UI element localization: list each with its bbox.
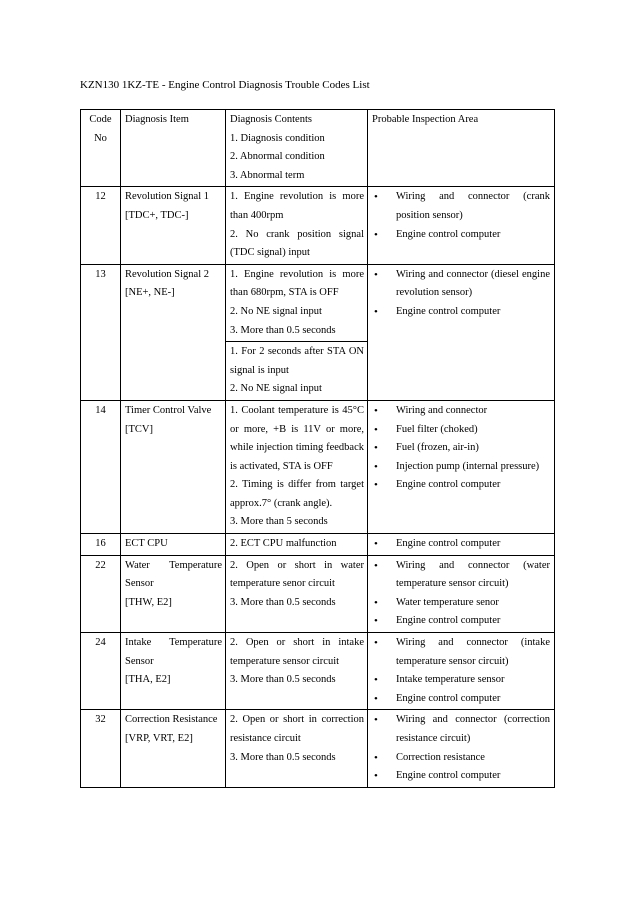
list-item: • Wiring and connector (water temperature sensor circuit) <box>372 557 550 594</box>
table-row <box>81 633 555 710</box>
header-code: Code No <box>81 110 121 187</box>
item-cell: Timer Control Valve [TCV] <box>121 400 226 533</box>
table-row <box>81 534 555 556</box>
table-row <box>81 187 555 264</box>
code-cell: 16 <box>81 534 121 556</box>
table-row <box>81 400 555 533</box>
list-item: • Water temperature senor <box>372 594 550 613</box>
table-row <box>81 555 555 632</box>
contents-cell: 1. For 2 seconds after STA ON signal is input 2. No NE signal input <box>226 342 368 401</box>
area-cell <box>368 264 555 400</box>
list-item: • Fuel filter (choked) <box>372 421 550 440</box>
header-contents: Diagnosis Contents 1. Diagnosis condition 2. Abnormal condition 3. Abnormal term <box>226 110 368 187</box>
header-area: Probable Inspection Area <box>368 110 555 187</box>
table-row <box>81 264 555 341</box>
item-cell: ECT CPU <box>121 534 226 556</box>
area-cell <box>368 633 555 710</box>
list-item: • Engine control computer <box>372 535 550 554</box>
code-cell: 14 <box>81 400 121 533</box>
list-item: • Engine control computer <box>372 767 550 786</box>
trouble-codes-table <box>80 109 555 788</box>
contents-cell: 1. Engine revolution is more than 680rpm, STA is OFF 2. No NE signal input 3. More than 0.5 seconds <box>226 264 368 341</box>
document-title: KZN130 1KZ-TE - Engine Control Diagnosis Trouble Codes List <box>80 79 370 91</box>
code-cell: 24 <box>81 633 121 710</box>
area-cell <box>368 187 555 264</box>
list-item: • Engine control computer <box>372 612 550 631</box>
list-item: • Wiring and connector (intake temperature sensor circuit) <box>372 634 550 671</box>
item-cell: Water Temperature Sensor [THW, E2] <box>121 555 226 632</box>
contents-cell: 1. Coolant temperature is 45°C or more, +B is 11V or more, while injection timing feedback is activated, STA is OFF 2. Timing is differ from target approx.7° (crank angle). 3. More than 5 seconds <box>226 400 368 533</box>
contents-cell: 2. Open or short in intake temperature sensor circuit 3. More than 0.5 seconds <box>226 633 368 710</box>
item-cell: Correction Resistance [VRP, VRT, E2] <box>121 710 226 787</box>
list-item: • Injection pump (internal pressure) <box>372 458 550 477</box>
code-cell: 32 <box>81 710 121 787</box>
contents-cell: 2. Open or short in correction resistance circuit 3. More than 0.5 seconds <box>226 710 368 787</box>
list-item: • Correction resistance <box>372 749 550 768</box>
contents-cell: 2. ECT CPU malfunction <box>226 534 368 556</box>
list-item: • Engine control computer <box>372 303 550 322</box>
code-cell: 12 <box>81 187 121 264</box>
table-row <box>81 710 555 787</box>
table-header-row <box>81 110 555 187</box>
area-cell <box>368 555 555 632</box>
contents-cell: 1. Engine revolution is more than 400rpm 2. No crank position signal (TDC signal) input <box>226 187 368 264</box>
code-cell: 22 <box>81 555 121 632</box>
list-item: • Engine control computer <box>372 690 550 709</box>
area-cell <box>368 534 555 556</box>
area-cell <box>368 710 555 787</box>
list-item: • Intake temperature sensor <box>372 671 550 690</box>
item-cell: Revolution Signal 2 [NE+, NE-] <box>121 264 226 400</box>
code-cell: 13 <box>81 264 121 400</box>
list-item: • Wiring and connector <box>372 402 550 421</box>
item-cell: Intake Temperature Sensor [THA, E2] <box>121 633 226 710</box>
list-item: • Engine control computer <box>372 476 550 495</box>
header-item: Diagnosis Item <box>121 110 226 187</box>
item-cell: Revolution Signal 1 [TDC+, TDC-] <box>121 187 226 264</box>
list-item: • Fuel (frozen, air-in) <box>372 439 550 458</box>
list-item: • Wiring and connector (crank position sensor) <box>372 188 550 225</box>
contents-cell: 2. Open or short in water temperature senor circuit 3. More than 0.5 seconds <box>226 555 368 632</box>
list-item: • Wiring and connector (diesel engine revolution sensor) <box>372 266 550 303</box>
list-item: • Wiring and connector (correction resistance circuit) <box>372 711 550 748</box>
area-cell <box>368 400 555 533</box>
list-item: • Engine control computer <box>372 226 550 245</box>
